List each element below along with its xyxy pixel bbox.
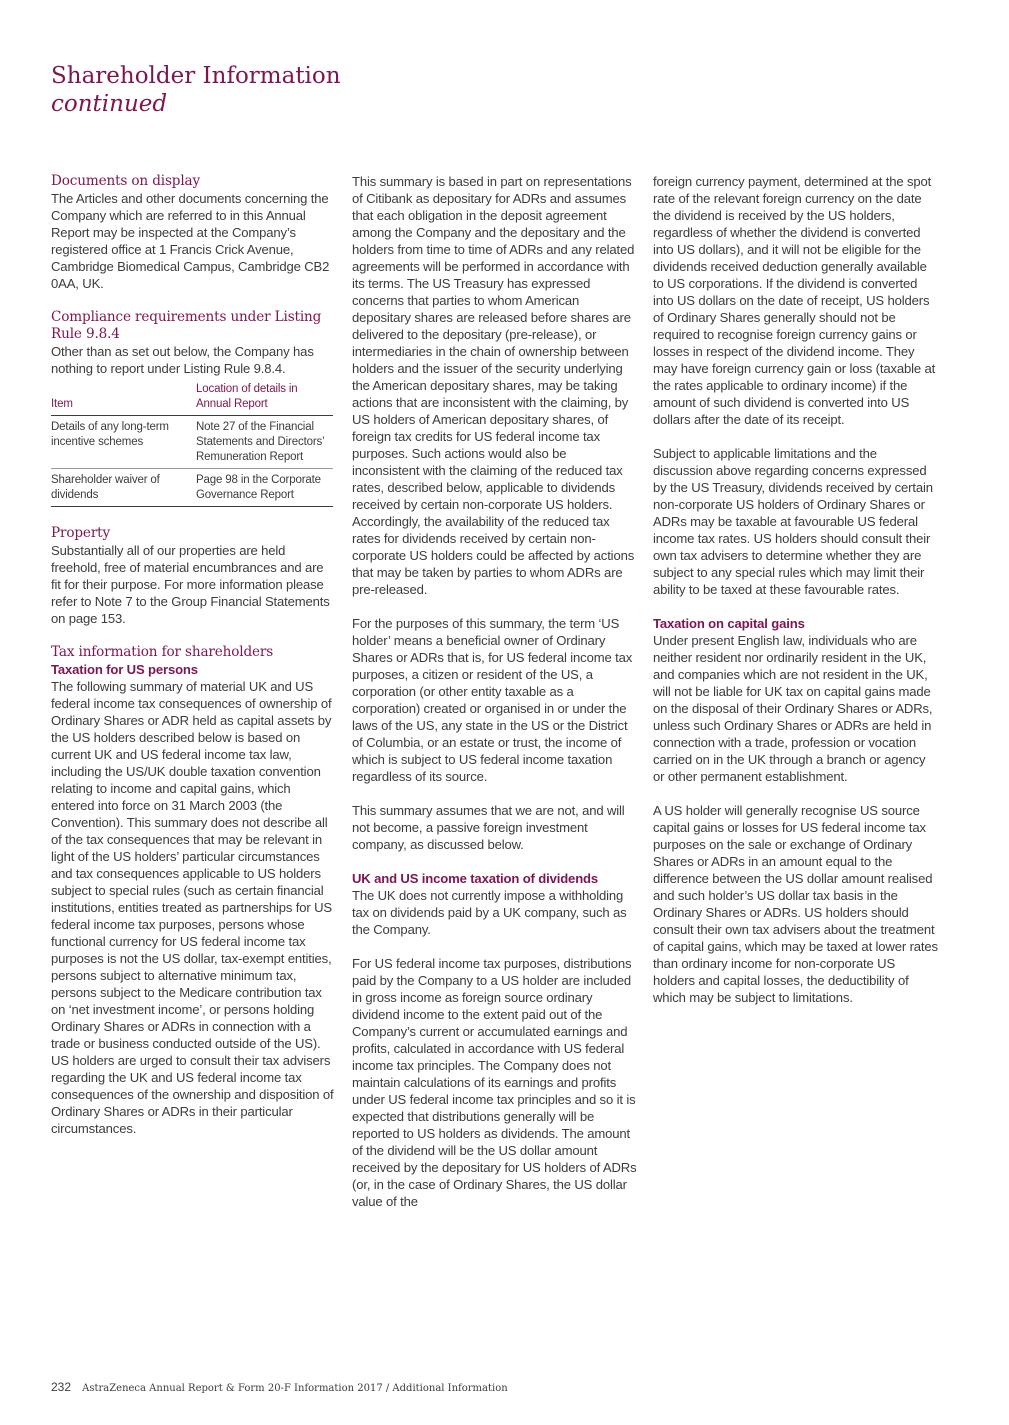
table-header-row <box>51 382 333 416</box>
tax-text: The following summary of material UK and US federal income tax consequences of ownership of Ordinary Shares or ADR held as capital assets by the US holders described below is based on current UK and US federal income tax law, including the US/UK double taxation convention relating to income and capital gains, which entered into force on 31 March 2003 (the Convention). This summary does not describe all of the tax consequences that may be relevant in light of the US holders’ particular circumstances and tax consequences applicable to US holders subject to special rules (such as certain financial institutions, entities treated as partnerships for US federal income tax purposes, persons whose functional currency for US federal income tax purposes is not the US dollar, tax-exempt entities, persons subject to alternative minimum tax, persons subject to the Medicare contribution tax on ‘net investment income’, or persons holding Ordinary Shares or ADRs in connection with a trade or business conducted outside of the US). US holders are urged to consult their tax advisers regarding the UK and US federal income tax consequences of the ownership and disposition of Ordinary Shares or ADRs in their particular circumstances. <box>51 679 334 1136</box>
dividends-heading: UK and US income taxation of dividends <box>352 871 599 886</box>
compliance-text: Other than as set out below, the Company has nothing to report under Listing Rule 9.8.4. <box>51 344 314 376</box>
page-title-continued: continued <box>51 91 168 117</box>
paragraph: Under present English law, individuals who are neither resident nor ordinarily resident in the UK, and companies which are not resident in the UK, will not be liable for UK tax on capital gains made on the disposal of their Ordinary Shares or ADRs, unless such Ordinary Shares or ADRs are held in connection with a trade, profession or vocation carried on in the UK through a branch or agency or other permanent establishment. <box>653 633 933 784</box>
table-cell-item: Details of any long-term incentive schemes <box>51 416 196 469</box>
table-cell-item: Shareholder waiver of dividends <box>51 469 196 507</box>
tax-subheading: Taxation for US persons <box>51 662 198 677</box>
tax-heading: Tax information for shareholders <box>51 644 274 660</box>
paragraph: This summary assumes that we are not, and will not become, a passive foreign investment company, as discussed below. <box>352 803 625 852</box>
documents-heading: Documents on display <box>51 173 201 189</box>
table-row <box>51 469 333 507</box>
paragraph: A US holder will generally recognise US source capital gains or losses for US federal income tax purposes on the sale or exchange of Ordinary Shares or ADRs in an amount equal to the difference between the US dollar amount realised and such holder’s US dollar tax basis in the Ordinary Shares or ADRs. US holders should consult their own tax advisers about the treatment of capital gains, which may be taxed at lower rates than ordinary income for non-corporate US holders and capital losses, the deductibility of which may be subject to limitations. <box>653 803 938 1005</box>
listing-rule-table <box>51 382 333 507</box>
property-text: Substantially all of our properties are held freehold, free of material encumbrances and are fit for their purpose. For more information please refer to Note 7 to the Group Financial Statements on page 153. <box>51 543 330 626</box>
column-2 <box>352 173 637 1210</box>
paragraph: Subject to applicable limitations and the discussion above regarding concerns expressed by the US Treasury, dividends received by certain non-corporate US holders of Ordinary Shares or ADRs may be taxable at favourable US federal income tax rates. US holders should consult their own tax advisers to determine whether they are subject to any special rules which may limit their ability to be taxed at these favourable rates. <box>653 446 933 597</box>
paragraph: For the purposes of this summary, the term ‘US holder’ means a beneficial owner of Ordinary Shares or ADRs that is, for US federal income tax purposes, a citizen or resident of the US, a corporation (or other entity taxable as a corporation) created or organised in or under the laws of the US, any state in the US or the District of Columbia, or an estate or trust, the income of which is subject to US federal income taxation regardless of its source. <box>352 616 633 784</box>
footer-text: AstraZeneca Annual Report & Form 20-F Information 2017 / Additional Information <box>82 1383 508 1394</box>
table-row <box>51 416 333 469</box>
table-header-location: Location of details in Annual Report <box>196 382 333 416</box>
paragraph: This summary is based in part on representations of Citibank as depositary for ADRs and assumes that each obligation in the deposit agreement among the Company and the depositary and the holders from time to time of ADRs and any related agreements will be performed in accordance with its terms. The US Treasury has expressed concerns that parties to whom American depositary shares are released before shares are delivered to the depositary (pre-release), or intermediaries in the chain of ownership between holders and the issuer of the security underlying the American depositary shares, may be taking actions that are inconsistent with the claiming, by US holders of American depositary shares, of foreign tax credits for US federal income tax purposes. Such actions would also be inconsistent with the claiming of the reduced tax rates, described below, applicable to dividends received by certain non-corporate US holders. Accordingly, the availability of the reduced tax rates for dividends received by certain non-corporate US holders could be affected by actions that may be taken by parties to whom ADRs are pre-released. <box>352 174 635 597</box>
property-heading: Property <box>51 525 111 541</box>
paragraph: The UK does not currently impose a withholding tax on dividends paid by a UK company, such as the Company. <box>352 888 627 937</box>
column-3 <box>653 173 938 1006</box>
compliance-heading: Compliance requirements under Listing Rule 9.8.4 <box>51 309 322 342</box>
column-1 <box>51 173 336 1137</box>
documents-text: The Articles and other documents concerning the Company which are referred to in this Annual Report may be inspected at the Company’s registered office at 1 Francis Crick Avenue, Cambridge Biomedical Campus, Cambridge CB2 0AA, UK. <box>51 191 330 291</box>
page-title <box>51 62 341 118</box>
paragraph: For US federal income tax purposes, distributions paid by the Company to a US holder are included in gross income as foreign source ordinary dividend income to the extent paid out of the Company’s current or accumulated earnings and profits, calculated in accordance with US federal income tax principles. The Company does not maintain calculations of its earnings and profits under US federal income tax principles and so it is expected that distributions generally will be reported to US holders as dividends. The amount of the dividend will be the US dollar amount received by the depositary for US holders of ADRs (or, in the case of Ordinary Shares, the US dollar value of the <box>352 956 637 1209</box>
page-footer <box>51 1380 508 1396</box>
capital-gains-heading: Taxation on capital gains <box>653 616 805 631</box>
table-header-item: Item <box>51 382 196 416</box>
page-title-main: Shareholder Information <box>51 63 341 89</box>
page-number: 232 <box>51 1380 72 1394</box>
table-cell-location: Note 27 of the Financial Statements and Directors’ Remuneration Report <box>196 416 333 469</box>
paragraph: foreign currency payment, determined at the spot rate of the relevant foreign currency on the date the dividend is received by the US holders, regardless of whether the dividend is converted into US dollars), and it will not be eligible for the dividends received deduction generally available to US corporations. If the dividend is converted into US dollars on the date of receipt, US holders of Ordinary Shares generally should not be required to recognise foreign currency gains or losses in respect of the dividend income. They may have foreign currency gain or loss (taxable at the rates applicable to ordinary income) if the amount of such dividend is converted into US dollars after the date of its receipt. <box>653 174 936 427</box>
table-cell-location: Page 98 in the Corporate Governance Report <box>196 469 333 507</box>
